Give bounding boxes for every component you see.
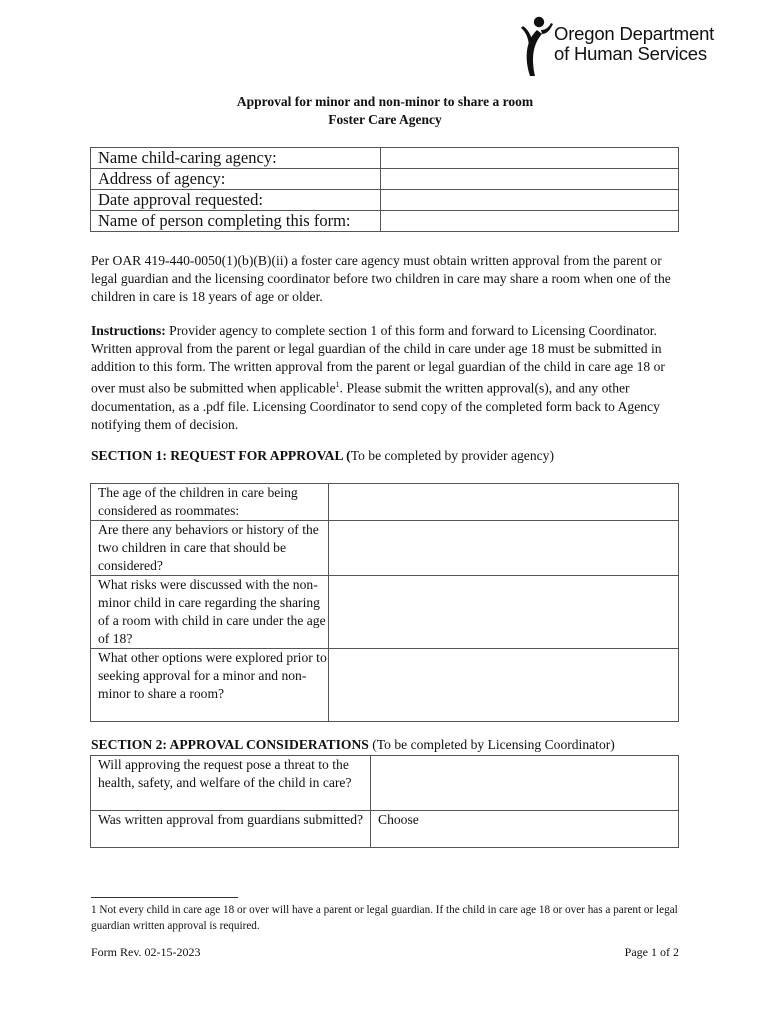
agency-name-label: Name child-caring agency: <box>91 148 381 169</box>
table-row <box>91 148 679 169</box>
section2-note: (To be completed by Licensing Coordinator) <box>368 737 615 752</box>
section1-title: SECTION 1: REQUEST FOR APPROVAL ( <box>91 448 351 463</box>
completer-name-label: Name of person completing this form: <box>91 211 381 232</box>
section2-table <box>90 755 679 848</box>
instructions-text: Provider agency to complete section 1 of this form and forward to Licensing Coordinator. Written approval from the parent or legal guardian of the child in care under age 18 must be submitted in addition to this form. The written approval from the parent or legal guardian of the child in care age 18 or over must also be submitted when applicable <box>91 323 665 396</box>
form-title: Approval for minor and non-minor to share a room <box>236 94 534 109</box>
dhs-figure-icon <box>520 14 554 80</box>
section1-answer-field[interactable] <box>329 521 679 576</box>
section1-heading <box>91 448 554 464</box>
section1-answer-field[interactable] <box>329 576 679 649</box>
logo-line1: Oregon Department <box>554 23 715 44</box>
footnote: 1 Not every child in care age 18 or over will have a parent or legal guardian. If the child in care age 18 or over has a parent or legal guardian written approval is required. <box>91 904 678 932</box>
section1-answer-field[interactable] <box>329 649 679 722</box>
table-row <box>91 484 679 521</box>
table-row <box>91 576 679 649</box>
footnote-divider <box>91 897 238 898</box>
guardian-approval-choose-dropdown[interactable]: Choose <box>371 811 679 848</box>
table-row <box>91 756 679 811</box>
table-row <box>91 521 679 576</box>
agency-name-field[interactable] <box>381 148 679 169</box>
instructions-text-end: . Please submit the written approval(s), and any other documentation, as a .pdf file. Licensing Coordinator to send copy of the completed form back to Agency notifying them of decision. <box>91 380 660 432</box>
intro-paragraph: Per OAR 419-440-0050(1)(b)(B)(ii) a foster care agency must obtain written approval from the parent or legal guardian and the licensing coordinator before two children in care may share a room when one of the children in care is 18 years of age or older. <box>91 253 671 304</box>
section1-question: What other options were explored prior to seeking approval for a minor and non-minor to share a room? <box>91 649 329 722</box>
completer-name-field[interactable] <box>381 211 679 232</box>
section1-question: What risks were discussed with the non-minor child in care regarding the sharing of a room with child in care under the age of 18? <box>91 576 329 649</box>
table-row <box>91 169 679 190</box>
table-row <box>91 190 679 211</box>
section1-note: To be completed by provider agency) <box>350 448 554 463</box>
date-requested-label: Date approval requested: <box>91 190 381 211</box>
section2-title: SECTION 2: APPROVAL CONSIDERATIONS <box>91 737 369 752</box>
logo-text <box>554 24 714 64</box>
agency-address-field[interactable] <box>381 169 679 190</box>
page-number: Page 1 of 2 <box>624 945 679 959</box>
instructions-paragraph <box>91 322 681 434</box>
section2-question: Will approving the request pose a threat to the health, safety, and welfare of the child in care? <box>91 756 371 811</box>
logo-line2: of Human Services <box>554 43 707 64</box>
agency-address-label: Address of agency: <box>91 169 381 190</box>
date-requested-field[interactable] <box>381 190 679 211</box>
dhs-logo <box>520 14 750 80</box>
instructions-label: Instructions: <box>91 323 166 338</box>
section2-answer-field[interactable] <box>371 756 679 811</box>
section2-question: Was written approval from guardians submitted? <box>91 811 371 848</box>
section1-question: Are there any behaviors or history of the two children in care that should be considered? <box>91 521 329 576</box>
table-row <box>91 649 679 722</box>
footnote-ref: 1 <box>335 380 340 389</box>
table-row <box>91 211 679 232</box>
agency-info-table <box>90 147 679 232</box>
section1-table <box>90 483 679 722</box>
form-revision: Form Rev. 02-15-2023 <box>91 945 201 959</box>
form-subtitle: Foster Care Agency <box>328 112 442 127</box>
section1-question: The age of the children in care being considered as roommates: <box>91 484 329 521</box>
table-row <box>91 811 679 848</box>
section1-answer-field[interactable] <box>329 484 679 521</box>
section2-heading <box>91 737 615 753</box>
